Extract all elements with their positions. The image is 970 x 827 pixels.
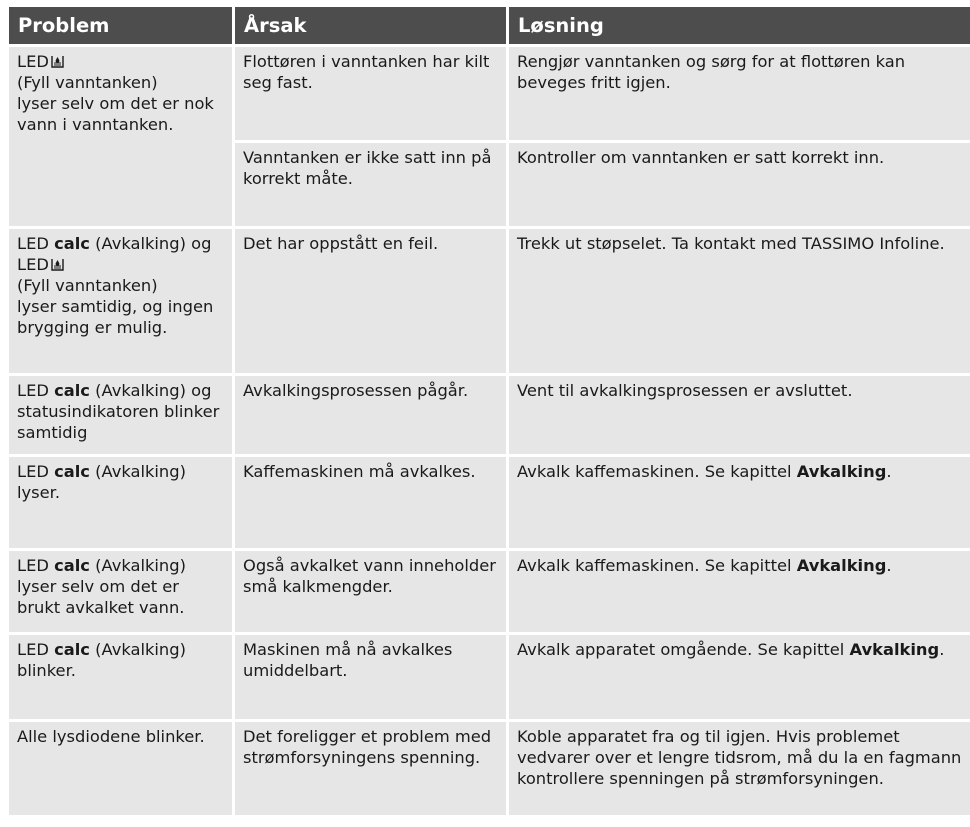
problem-cell: LED calc (Avkalking) lyser selv om det er brukt avkalket vann. <box>9 551 235 635</box>
cause-cell: Maskinen må nå avkalkes umiddelbart. <box>235 635 509 722</box>
cause-cell: Det har oppstått en feil. <box>235 229 509 376</box>
problem-cell: LED calc (Avkalking) blinker. <box>9 635 235 722</box>
table-row <box>9 47 970 143</box>
table-row <box>9 229 970 376</box>
problem-cell: LED calc (Avkalking) og LED (Fyll vanntanken) lyser samtidig, og ingen brygging er mulig. <box>9 229 235 376</box>
problem-cell: LED calc (Avkalking) lyser. <box>9 457 235 551</box>
troubleshooting-table <box>9 7 970 815</box>
solution-cell: Rengjør vanntanken og sørg for at flottøren kan beveges fritt igjen. <box>509 47 970 143</box>
table-row <box>9 635 970 722</box>
header-solution: Løsning <box>509 7 970 47</box>
cause-cell: Også avkalket vann inneholder små kalkmengder. <box>235 551 509 635</box>
header-cause: Årsak <box>235 7 509 47</box>
table-row <box>9 457 970 551</box>
cause-cell: Flottøren i vanntanken har kilt seg fast. <box>235 47 509 143</box>
solution-cell: Avkalk kaffemaskinen. Se kapittel Avkalking. <box>509 551 970 635</box>
solution-cell: Koble apparatet fra og til igjen. Hvis problemet vedvarer over et lengre tidsrom, må du la en fagmann kontrollere spenningen på strømforsyningen. <box>509 722 970 815</box>
solution-cell: Trekk ut støpselet. Ta kontakt med TASSIMO Infoline. <box>509 229 970 376</box>
problem-cell: LED calc (Avkalking) og statusindikatoren blinker samtidig <box>9 376 235 457</box>
solution-cell: Vent til avkalkingsprosessen er avsluttet. <box>509 376 970 457</box>
cause-cell: Det foreligger et problem med strømforsyningens spenning. <box>235 722 509 815</box>
cause-cell: Vanntanken er ikke satt inn på korrekt måte. <box>235 143 509 229</box>
cause-cell: Kaffemaskinen må avkalkes. <box>235 457 509 551</box>
solution-cell: Kontroller om vanntanken er satt korrekt inn. <box>509 143 970 229</box>
table-row <box>9 376 970 457</box>
water-tank-icon <box>51 258 64 271</box>
header-problem: Problem <box>9 7 235 47</box>
solution-cell: Avkalk kaffemaskinen. Se kapittel Avkalking. <box>509 457 970 551</box>
water-tank-icon <box>51 55 64 68</box>
table-row <box>9 551 970 635</box>
problem-cell: LED (Fyll vanntanken) lyser selv om det er nok vann i vanntanken. <box>9 47 235 229</box>
cause-cell: Avkalkingsprosessen pågår. <box>235 376 509 457</box>
table-row <box>9 722 970 815</box>
problem-cell: Alle lysdiodene blinker. <box>9 722 235 815</box>
solution-cell: Avkalk apparatet omgående. Se kapittel Avkalking. <box>509 635 970 722</box>
header-row <box>9 7 970 47</box>
